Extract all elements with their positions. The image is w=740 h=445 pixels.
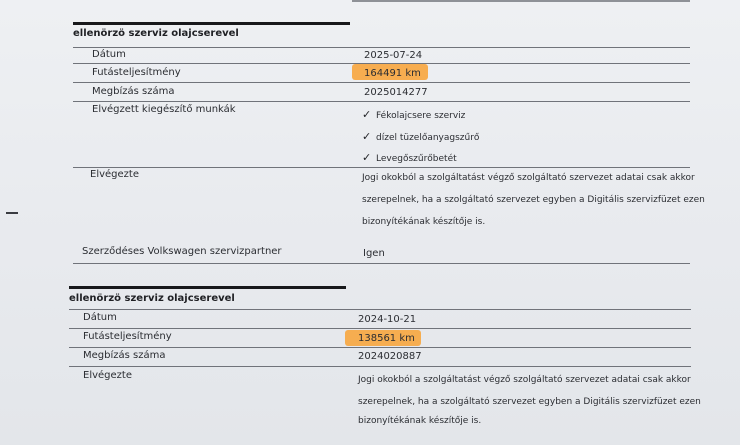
record-header-bar — [73, 22, 350, 25]
done-by-label: Elvégezte — [90, 169, 139, 180]
partner-value: Igen — [363, 248, 385, 259]
row-divider — [73, 82, 690, 83]
row-divider — [69, 347, 691, 348]
mileage-value: 138561 km — [358, 333, 415, 344]
row-divider — [69, 309, 691, 310]
done-by-note-line: bizonyítékának készítője is. — [362, 217, 486, 227]
extra-work-item: ✓ Fékolajcsere szerviz — [362, 108, 466, 121]
done-by-note-line: szerepelnek, ha a szolgáltató szervezet egyben a Digitális szervizfüzet ezen — [362, 195, 705, 205]
row-divider — [69, 366, 691, 367]
margin-mark — [6, 212, 18, 214]
done-by-note-line: Jogi okokból a szolgáltatást végző szolgáltató szervezet adatai csak akkor — [358, 375, 691, 385]
mileage-value: 164491 km — [364, 68, 421, 79]
extra-work-item: ✓ dízel tüzelőanyagszűrő — [362, 130, 480, 143]
record-header-bar — [69, 286, 346, 289]
order-value: 2025014277 — [364, 87, 428, 98]
date-label: Dátum — [92, 49, 126, 60]
row-divider — [73, 101, 690, 102]
extra-work-item: ✓ Levegőszűrőbetét — [362, 151, 457, 164]
done-by-label: Elvégezte — [83, 370, 132, 381]
record-title: ellenörzö szerviz olajcserevel — [69, 293, 235, 304]
row-divider — [73, 263, 690, 264]
checkmark-icon: ✓ — [362, 108, 372, 121]
checkmark-icon: ✓ — [362, 151, 372, 164]
mileage-label: Futásteljesítmény — [92, 67, 181, 78]
top-divider — [352, 0, 690, 2]
done-by-note-line: Jogi okokból a szolgáltatást végző szolgáltató szervezet adatai csak akkor — [362, 173, 695, 183]
partner-label: Szerződéses Volkswagen szervizpartner — [82, 246, 282, 257]
done-by-note-line: bizonyítékának készítője is. — [358, 416, 482, 426]
order-label: Megbízás száma — [92, 86, 175, 97]
order-label: Megbízás száma — [83, 350, 166, 361]
mileage-label: Futásteljesítmény — [83, 331, 172, 342]
row-divider — [69, 328, 691, 329]
checkmark-icon: ✓ — [362, 130, 372, 143]
extra-works-label: Elvégzett kiegészítő munkák — [92, 104, 236, 115]
done-by-note-line: szerepelnek, ha a szolgáltató szervezet egyben a Digitális szervizfüzet ezen — [358, 397, 701, 407]
date-value: 2025-07-24 — [364, 50, 423, 61]
record-title: ellenörzö szerviz olajcserevel — [73, 28, 239, 39]
order-value: 2024020887 — [358, 351, 422, 362]
date-label: Dátum — [83, 312, 117, 323]
date-value: 2024-10-21 — [358, 314, 417, 325]
row-divider — [73, 47, 690, 48]
